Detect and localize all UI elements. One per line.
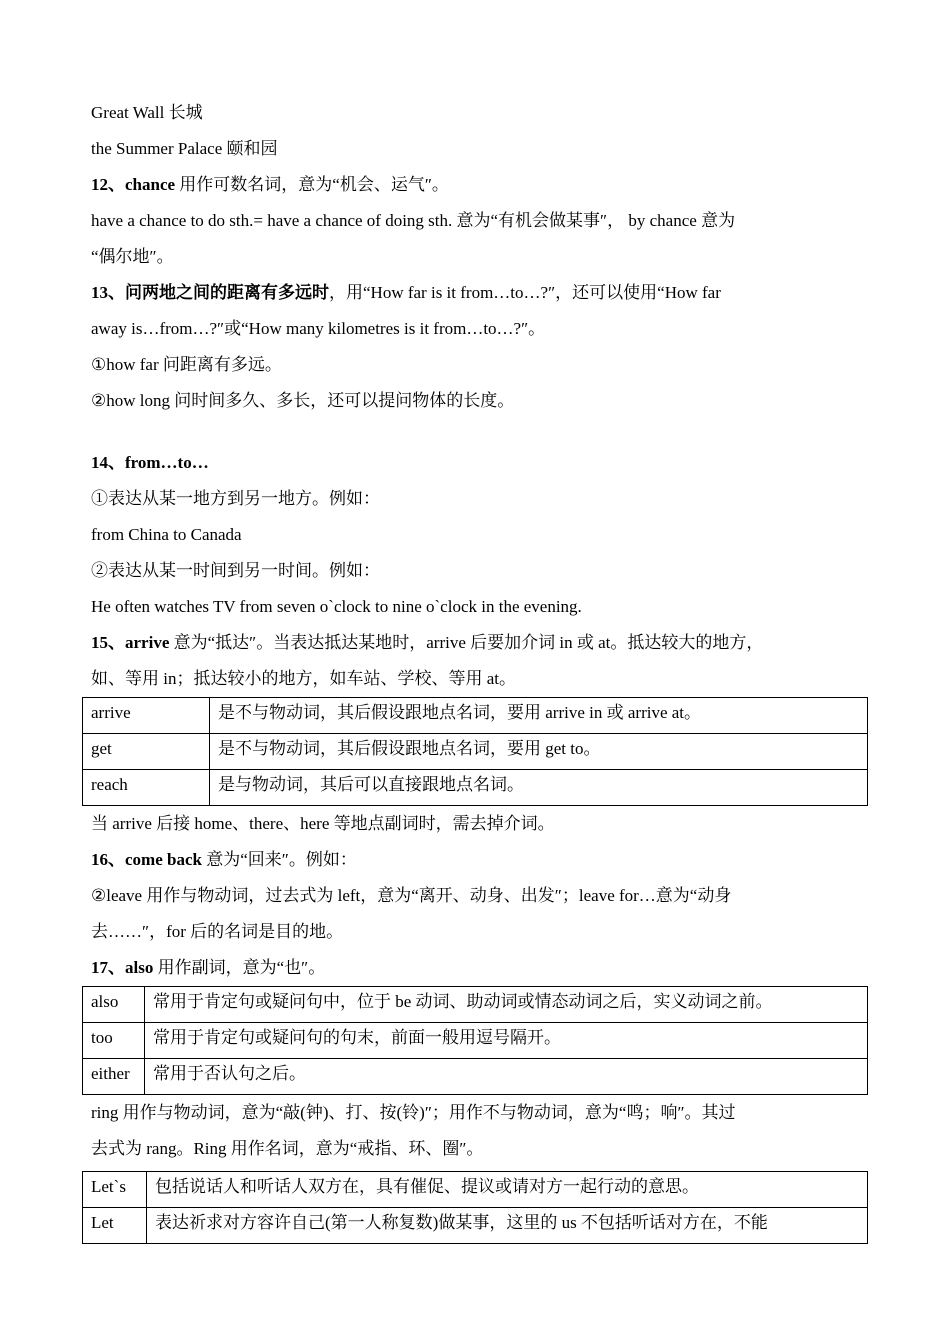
section-16 xyxy=(91,842,868,878)
text-line: “偶尔地″。 xyxy=(91,247,174,266)
text-line: ①how far 问距离有多远。 xyxy=(91,355,282,374)
section-12 xyxy=(91,167,868,203)
table-cell-description: 常用于肯定句或疑问句中，位于 be 动词、助动词或情态动词之后，实义动词之前。 xyxy=(145,987,868,1023)
table-cell-description: 表达祈求对方容许自己(第一人称复数)做某事，这里的 us 不包括听话对方在，不能 xyxy=(147,1208,868,1244)
verb-comparison-table xyxy=(82,697,868,806)
section-heading: 15、arrive xyxy=(91,633,170,652)
text-line: 当 arrive 后接 home、there、here 等地点副词时，需去掉介词。 xyxy=(91,814,555,833)
text-line: 去……″，for 后的名词是目的地。 xyxy=(91,922,344,941)
adverb-comparison-table xyxy=(82,986,868,1095)
section-13 xyxy=(91,275,868,311)
document-page xyxy=(91,95,868,1244)
section-text: 用作副词，意为“也″。 xyxy=(153,958,326,977)
section-heading: 17、also xyxy=(91,958,154,977)
text-line: Great Wall 长城 xyxy=(91,103,203,122)
text-line: ②leave 用作与物动词，过去式为 left，意为“离开、动身、出发″；leave for…意为“动身 xyxy=(91,886,732,905)
section-heading: 14、from…to… xyxy=(91,453,209,472)
table-cell-description: 是不与物动词，其后假设跟地点名词，要用 arrive in 或 arrive at。 xyxy=(210,698,868,734)
section-14 xyxy=(91,445,868,481)
spacer xyxy=(91,419,868,445)
table-cell-word: reach xyxy=(83,770,210,806)
table-row xyxy=(83,1172,868,1208)
text-line: 如、等用 in；抵达较小的地方，如车站、学校、等用 at。 xyxy=(91,669,516,688)
section-heading: 12、chance xyxy=(91,175,176,194)
table-row xyxy=(83,1023,868,1059)
table-cell-word: get xyxy=(83,734,210,770)
section-text: 意为“抵达″。当表达抵达某地时，arrive 后要加介词 in 或 at。抵达较大的地方， xyxy=(169,633,764,652)
table-cell-word: also xyxy=(83,987,145,1023)
text-line: ②how long 问时间多久、多长，还可以提问物体的长度。 xyxy=(91,391,515,410)
text-line: from China to Canada xyxy=(91,525,242,544)
table-cell-word: too xyxy=(83,1023,145,1059)
text-line: 去式为 rang。Ring 用作名词，意为“戒指、环、圈″。 xyxy=(91,1139,484,1158)
lets-comparison-table xyxy=(82,1171,868,1244)
table-cell-word: Let`s xyxy=(83,1172,147,1208)
section-heading: 16、come back xyxy=(91,850,202,869)
table-cell-word: either xyxy=(83,1059,145,1095)
text-line: ②表达从某一时间到另一时间。例如： xyxy=(91,561,380,580)
text-line: have a chance to do sth.= have a chance of doing sth. 意为“有机会做某事″， by chance 意为 xyxy=(91,211,736,230)
table-row xyxy=(83,698,868,734)
table-cell-description: 是与物动词，其后可以直接跟地点名词。 xyxy=(210,770,868,806)
table-row xyxy=(83,770,868,806)
table-cell-description: 常用于肯定句或疑问句的句末，前面一般用逗号隔开。 xyxy=(145,1023,868,1059)
table-cell-word: Let xyxy=(83,1208,147,1244)
section-15 xyxy=(91,625,868,661)
text-line: He often watches TV from seven o`clock to nine o`clock in the evening. xyxy=(91,597,582,616)
text-line: the Summer Palace 颐和园 xyxy=(91,139,278,158)
table-row xyxy=(83,987,868,1023)
table-cell-word: arrive xyxy=(83,698,210,734)
text-line: away is…from…?″或“How many kilometres is it from…to…?″。 xyxy=(91,319,546,338)
table-cell-description: 常用于否认句之后。 xyxy=(145,1059,868,1095)
section-17 xyxy=(91,950,868,986)
section-text: 用作可数名词，意为“机会、运气″。 xyxy=(175,175,449,194)
table-row xyxy=(83,734,868,770)
section-heading: 13、问两地之间的距离有多远时 xyxy=(91,283,329,302)
table-row xyxy=(83,1208,868,1244)
table-cell-description: 是不与物动词，其后假设跟地点名词，要用 get to。 xyxy=(210,734,868,770)
text-line: ring 用作与物动词，意为“敲(钟)、打、按(铃)″；用作不与物动词，意为“鸣；响″。其过 xyxy=(91,1103,736,1122)
text-line: ①表达从某一地方到另一地方。例如： xyxy=(91,489,380,508)
table-cell-description: 包括说话人和听话人双方在，具有催促、提议或请对方一起行动的意思。 xyxy=(147,1172,868,1208)
section-text: 意为“回来″。例如： xyxy=(201,850,357,869)
table-row xyxy=(83,1059,868,1095)
section-text: ，用“How far is it from…to…?″，还可以使用“How far xyxy=(329,283,721,302)
